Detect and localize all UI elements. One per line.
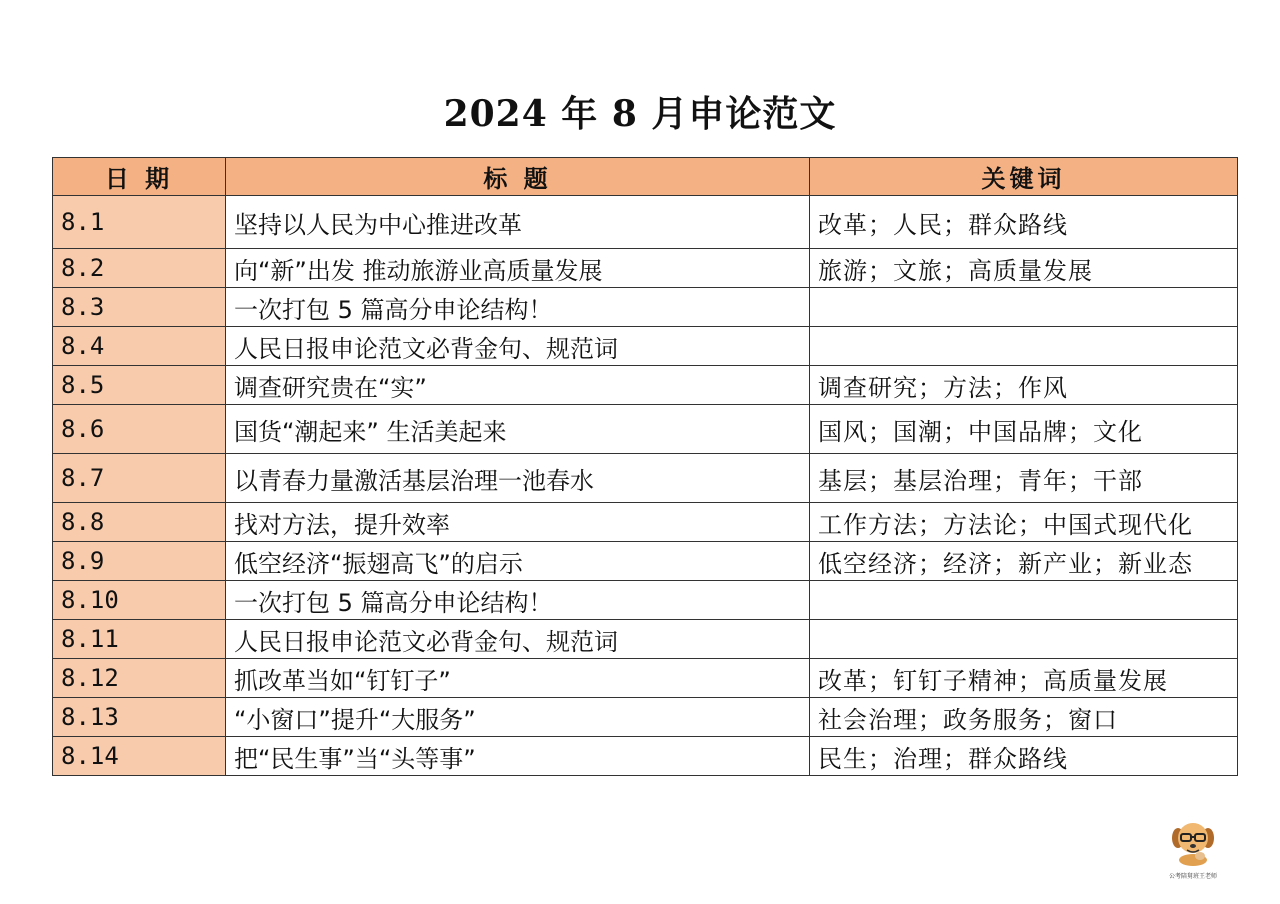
row-keywords: 工作方法；方法论；中国式现代化 bbox=[810, 503, 1238, 542]
row-title: 国货“潮起来” 生活美起来 bbox=[226, 405, 810, 454]
row-title: “小窗口”提升“大服务” bbox=[226, 698, 810, 737]
row-title: 坚持以人民为中心推进改革 bbox=[226, 196, 810, 249]
row-title: 一次打包 5 篇高分申论结构！ bbox=[226, 288, 810, 327]
row-date: 8.10 bbox=[53, 581, 226, 620]
row-keywords bbox=[810, 581, 1238, 620]
table-row bbox=[53, 196, 1238, 249]
table-row bbox=[53, 366, 1238, 405]
row-keywords: 改革；钉钉子精神；高质量发展 bbox=[810, 659, 1238, 698]
row-keywords: 社会治理；政务服务；窗口 bbox=[810, 698, 1238, 737]
row-date: 8.14 bbox=[53, 737, 226, 776]
row-title: 把“民生事”当“头等事” bbox=[226, 737, 810, 776]
row-keywords: 民生；治理；群众路线 bbox=[810, 737, 1238, 776]
row-date: 8.7 bbox=[53, 454, 226, 503]
row-title: 一次打包 5 篇高分申论结构！ bbox=[226, 581, 810, 620]
table-row bbox=[53, 503, 1238, 542]
dog-mascot-icon bbox=[1170, 816, 1216, 866]
row-keywords bbox=[810, 288, 1238, 327]
table-row bbox=[53, 249, 1238, 288]
row-date: 8.13 bbox=[53, 698, 226, 737]
article-schedule-table bbox=[52, 157, 1238, 776]
row-date: 8.2 bbox=[53, 249, 226, 288]
row-title: 低空经济“振翅高飞”的启示 bbox=[226, 542, 810, 581]
row-keywords: 低空经济；经济；新产业；新业态 bbox=[810, 542, 1238, 581]
table-row bbox=[53, 542, 1238, 581]
header-date: 日 期 bbox=[53, 158, 226, 196]
row-date: 8.9 bbox=[53, 542, 226, 581]
table-row bbox=[53, 454, 1238, 503]
row-keywords: 国风；国潮；中国品牌；文化 bbox=[810, 405, 1238, 454]
row-keywords: 改革；人民；群众路线 bbox=[810, 196, 1238, 249]
page-title: 2024 年 8 月申论范文 bbox=[443, 93, 837, 135]
row-title: 人民日报申论范文必背金句、规范词 bbox=[226, 327, 810, 366]
row-title: 找对方法，提升效率 bbox=[226, 503, 810, 542]
row-date: 8.6 bbox=[53, 405, 226, 454]
row-keywords: 旅游；文旅；高质量发展 bbox=[810, 249, 1238, 288]
row-keywords: 基层；基层治理；青年；干部 bbox=[810, 454, 1238, 503]
row-date: 8.4 bbox=[53, 327, 226, 366]
table-row bbox=[53, 327, 1238, 366]
row-title: 以青春力量激活基层治理一池春水 bbox=[226, 454, 810, 503]
table-row bbox=[53, 405, 1238, 454]
watermark-text: 公考陪舅班王老师 bbox=[1168, 873, 1217, 880]
table-row bbox=[53, 659, 1238, 698]
row-date: 8.5 bbox=[53, 366, 226, 405]
table-row bbox=[53, 737, 1238, 776]
row-date: 8.1 bbox=[53, 196, 226, 249]
row-date: 8.3 bbox=[53, 288, 226, 327]
table-row bbox=[53, 288, 1238, 327]
watermark-logo bbox=[1150, 816, 1236, 878]
row-title: 抓改革当如“钉钉子” bbox=[226, 659, 810, 698]
table-row bbox=[53, 698, 1238, 737]
table-header-row bbox=[53, 158, 1238, 196]
row-keywords bbox=[810, 620, 1238, 659]
table-row bbox=[53, 620, 1238, 659]
header-keywords: 关键词 bbox=[810, 158, 1238, 196]
row-date: 8.12 bbox=[53, 659, 226, 698]
row-title: 调查研究贵在“实” bbox=[226, 366, 810, 405]
row-title: 向“新”出发 推动旅游业高质量发展 bbox=[226, 249, 810, 288]
table-row bbox=[53, 581, 1238, 620]
row-keywords: 调查研究；方法；作风 bbox=[810, 366, 1238, 405]
header-title: 标 题 bbox=[226, 158, 810, 196]
row-date: 8.11 bbox=[53, 620, 226, 659]
row-title: 人民日报申论范文必背金句、规范词 bbox=[226, 620, 810, 659]
row-keywords bbox=[810, 327, 1238, 366]
row-date: 8.8 bbox=[53, 503, 226, 542]
